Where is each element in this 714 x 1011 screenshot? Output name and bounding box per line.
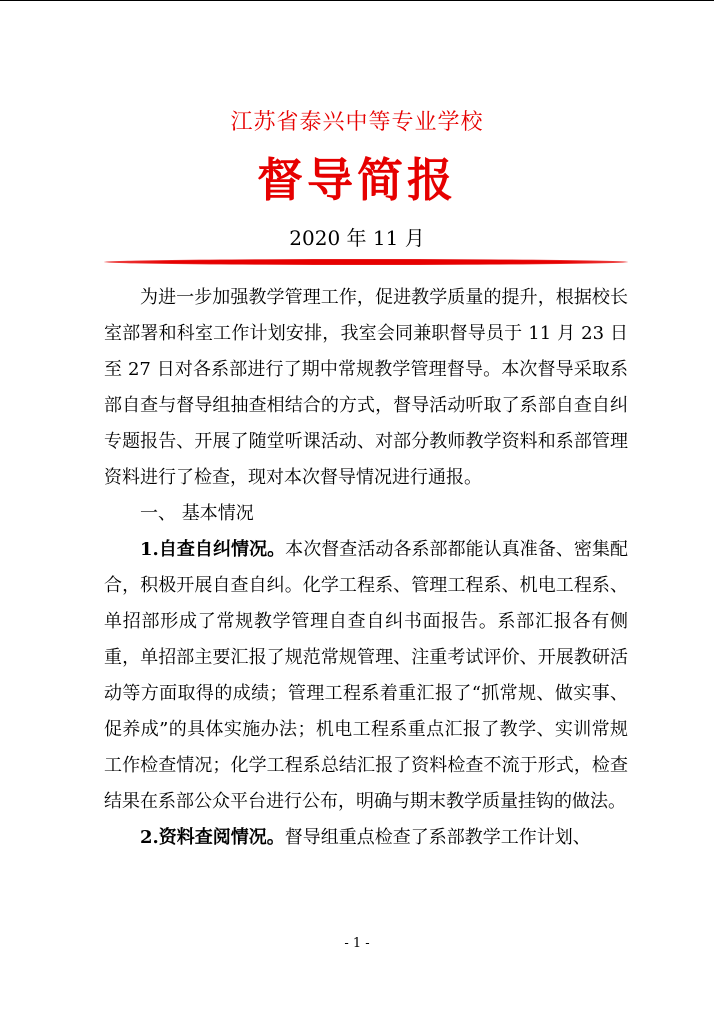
bulletin-date: 2020 年 11 月 bbox=[289, 226, 425, 250]
page-number: - 1 - bbox=[344, 936, 370, 951]
section-heading: 一、 基本情况 bbox=[140, 503, 254, 524]
item-2-lead: 2.资料查阅情况。 bbox=[140, 827, 285, 848]
school-name: 江苏省泰兴中等专业学校 bbox=[230, 110, 484, 135]
item-1-lead: 1.自查自纠情况。 bbox=[140, 539, 286, 560]
item-1-text: 本次督查活动各系部都能认真准备、密集配合，积极开展自查自纠。化学工程系、管理工程系、机电工程系、单招部形成了常规教学管理自查自纠书面报告。系部汇报各有侧重，单招部主要汇报了规范常规管理、注重考试评价、开展教研活动等方面取得的成绩；管理工程系着重汇报了“抓常规、做实事、促养成”的具体实施办法；机电工程系重点汇报了教学、实训常规工作检查情况；化学工程系总结汇报了资料检查不流于形式，检查结果在系部公众平台进行公布，明确与期末教学质量挂钩的做法。 bbox=[104, 539, 629, 812]
item-2-text: 督导组重点检查了系部教学工作计划、 bbox=[284, 827, 591, 848]
body-text bbox=[104, 280, 628, 856]
bulletin-title: 督导简报 bbox=[257, 153, 457, 207]
item-2-paragraph bbox=[104, 820, 628, 856]
intro-paragraph: 为进一步加强教学管理工作，促进教学质量的提升，根据校长室部署和科室工作计划安排，我室会同兼职督导员于 11 月 23 日至 27 日对各系部进行了期中常规教学管理督导。本次督导采取系部自查与督导组抽查相结合的方式，督导活动听取了系部自查自纠专题报告、开展了随堂听课活动、对部分教师教学资料和系部管理资料进行了检查，现对本次督导情况进行通报。 bbox=[104, 287, 628, 488]
item-1-paragraph bbox=[104, 532, 628, 820]
red-divider-line bbox=[104, 259, 628, 265]
